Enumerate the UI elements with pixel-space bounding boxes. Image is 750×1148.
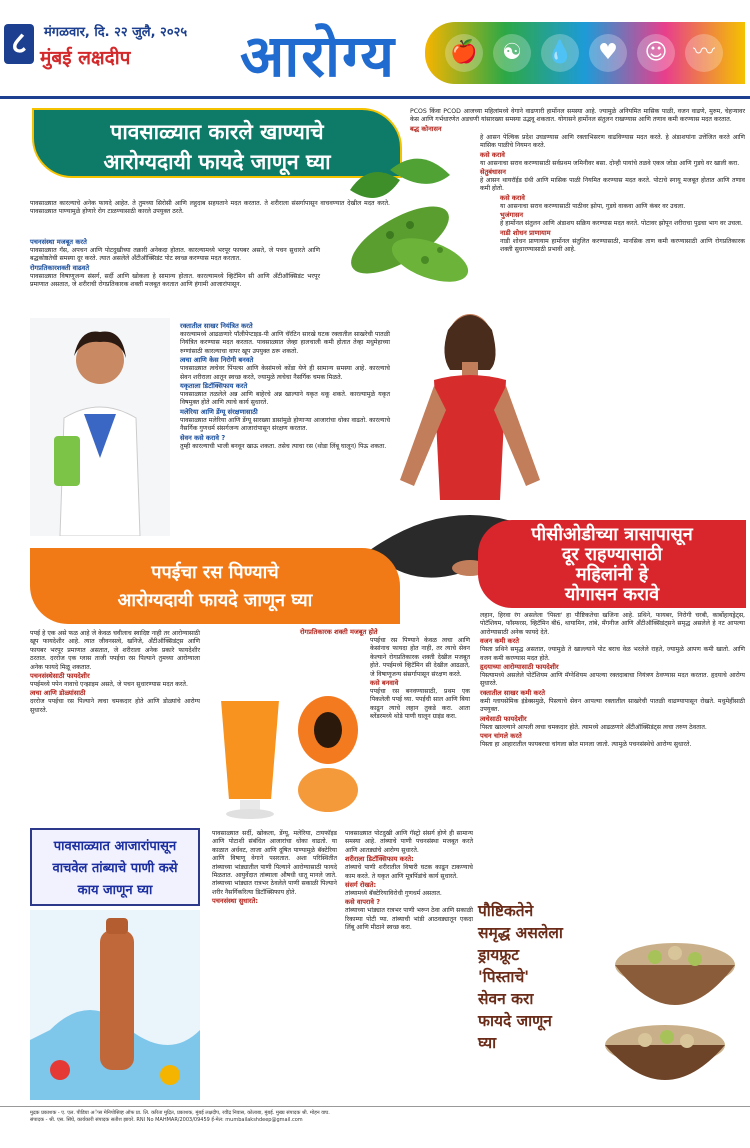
- pistachio-title-line7: घ्या: [478, 1033, 497, 1052]
- copper-sub2: शरीराला डिटॉक्सिफाय करते:: [345, 855, 414, 864]
- papaya-p1: पपई हे एक असे फळ आहे जे केवळ चवीलाच स्वादिष्ट नाही तर आरोग्यासाठी खूप फायदेशीर आहे. त्यात जीवनसत्वे, खनिजे, अँटीऑक्सिडंट्स आणि फायबर भरपूर प्रमाणात असतात, जे शरीराला अनेक प्रकारे फायदेशीर ठरतात. दररोज एक ग्लास ताजी पपईचा रस पिल्याने तुमच्या आरोग्याला अनेक फायदे मिळू शकतात.: [30, 630, 200, 671]
- yoga-banner-line3: महिलांनी हे: [575, 564, 649, 585]
- papaya-column1: [30, 630, 200, 715]
- article1-p2: पावसाळ्यात विषाणूजन्य संसर्ग, सर्दी आणि खोकला हे सामान्य होतात. कारल्यामध्ये व्हिटॅमिन सी आणि अँटीऑक्सिडंट भरपूर प्रमाणात असतात, जे शरीराची रोगप्रतिकारक शक्ती मजबूत करतात आणि हंगामी आजारांपासून.: [30, 272, 320, 289]
- papaya-sub3: रोगप्रतिकारक शक्ती मजबूत होते: [300, 628, 378, 636]
- pistachio-p3: पिस्त्यामध्ये असलेले पोटॅशियम आणि मॅग्नेशियम आपल्या रक्तदाबाचा नियंत्रण ठेवण्यास मदत करतात. हृदयाचे आरोग्य सुधारते.: [480, 672, 745, 688]
- papaya-sub1: पचनसंस्थेसाठी फायदेशीर: [30, 672, 90, 681]
- date-line: मंगळवार, दि. २२ जुलै, २०२५: [44, 25, 188, 40]
- article1-sub2: रोगप्रतिकारशक्ती वाढवते: [30, 263, 90, 272]
- woman-with-juice-image: [30, 318, 170, 536]
- papaya-p4: पपईचा रस पिण्याने केवळ त्वचा आणि केसांनाच फायदा होत नाही, तर त्याचे सेवन केल्याने रोगप्रतिकारक शक्ती देखील मजबूत होते. पपईमध्ये व्हिटॅमिन सी देखील आढळते, जे विषाणूजन्य संसर्गापासून संरक्षण करते.: [370, 637, 470, 678]
- pistachio-column: [480, 612, 745, 749]
- yoga-icon: ☯: [493, 34, 531, 72]
- papaya-p2: पपईमध्ये पपेन नावाचे एन्झाइम असते, जे पचन सुधारण्यास मदत करते.: [30, 681, 188, 689]
- article1-title-line1: पावसाळ्यात कारले खाण्याचे: [110, 120, 324, 144]
- copper-title-line1: पावसाळ्यात आजारांपासून: [53, 839, 177, 854]
- pcod-p4: या आसनाचा सराव करण्यासाठी पाठीवर झोपा, गुडघे वाकवा आणि कंबर वर उचला.: [500, 202, 686, 210]
- pcod-p5: हे हार्मोनल संतुलन आणि अंडाशय सक्रिय करण्यास मदत करते. पोटावर झोपून शरीराचा पुढचा भाग वर उचला.: [500, 220, 743, 228]
- pcod-intro: PCOS किंवा PCOD आजच्या महिलांमध्ये वेगाने वाढणारी हार्मोनल समस्या आहे. ज्यामुळे अनियमित मासिक पाळी, वजन वाढणे, मुरुम, चेहऱ्यावर केस आणि गर्भधारणेत अडचणी यांसारख्या समस्या उद्भवू शकतात. योगासने हार्मोनल संतुलन राखण्यास आणि तणाव कमी करण्यास मदत करतात.: [410, 108, 745, 124]
- footer-line1: मुद्रक प्रकाशक - ए. एल. पीडिया अॅप्स मेनिपोसिव्ह ऑफ प्रा. लि. करिता मुद्रित, प्रकाशक, मुंबई लक्षदीप, रवींद्र निवास, कोलाबा, मुंबई. मुख्य संपादक श्री. मोहन वाघ.: [30, 1110, 330, 1116]
- paper-name: मुंबई लक्षदीप: [40, 47, 131, 69]
- copper-c1: पावसाळ्यात सर्दी, खोकला, डेंग्यू, मलेरिया, टायफॉइड आणि पोटाशी संबंधित आजारांचा धोका वाढतो. या काळात अर्धवट, ताजा आणि दूषित पाण्यामुळे बॅक्टेरिया आणि विषाणू वेगाने पसरतात. अशा परिस्थितीत तांब्याच्या भांड्यातील पाणी पिल्याने आरोग्यासाठी फायदे मिळतात. आयुर्वेदात तांब्याला औषधी धातू मानले जाते. तांब्याच्या भांड्यात रात्रभर ठेवलेले पाणी सकाळी पिल्याने शरीर नैसर्गिकरित्या डिटॉक्सिफाय होते.: [212, 830, 337, 896]
- article1-p3: कारल्यामध्ये आढळणारे पॉलीपेप्टाइड-पी आणि चॅरंटिन सारखे घटक रक्तातील साखरेची पातळी नियंत्रित करण्यास मदत करतात. पावसाळ्यात जेव्हा हालचाली कमी होतात तेव्हा मधुमेहाच्या रुग्णांसाठी कारल्याचा वापर खूप उपयुक्त ठरू शकतो.: [180, 331, 390, 355]
- page-header: [0, 0, 750, 100]
- section-title: आरोग्य: [240, 22, 396, 90]
- page-number: ८: [4, 24, 34, 64]
- pistachio-p5: पिस्ता खाल्ल्याने आपली त्वचा चमकदार होते. त्यामध्ये आढळणारे अँटीऑक्सिडंट्स त्वचा तरुण ठेवतात.: [480, 723, 707, 731]
- papaya-column3: [300, 628, 470, 722]
- pcod-sub6: नाडी शोधन प्राणायाम: [500, 228, 551, 237]
- pistachio-title-line3: ड्रायफ्रूट: [478, 945, 520, 964]
- article1-lead: पावसाळ्यात कारल्याचे अनेक फायदे आहेत. ते तुमच्या सिरोसी आणि लहुदाब सहयताने मदत करतात. ते शरीराला संसर्गापासून वाचवण्यात देखील मदत करते. पावसाळ्यात पाण्यामुळे होणारे रोग टाळण्यासाठी कारले उपयुक्त ठरते.: [30, 200, 390, 216]
- pistachio-title-line1: पौष्टिकतेने: [478, 901, 534, 920]
- footer-line2: संपादक - श्री. एस. सिंघे, कार्यकारी संपादक सतीश झावरे. RNI No MAHMAR/2003/09459 ई-मेल: mumbailakshdeep@gmail.com: [30, 1117, 303, 1123]
- copper-sub1: पचनसंस्था सुधारते:: [212, 897, 259, 906]
- article1-p5: पावसाळ्यात तळलेले अन्न आणि बाहेरचे अन्न खाल्याने यकृत थकू शकते. कारल्यामुळे यकृत विषमुक्त होते आणि त्याचे कार्य सुधारते.: [180, 391, 390, 407]
- papaya-juice-image: [200, 690, 300, 820]
- article1-sub3: रक्तातील साखर नियंत्रित करते: [180, 322, 253, 330]
- article1-sub7: सेवन कसे करावे ?: [180, 433, 226, 442]
- copper-title-banner: [30, 828, 200, 906]
- pcod-sub2: कसे करावे: [480, 150, 505, 159]
- pistachio-sub4: त्वचेसाठी फायदेशीर: [480, 714, 527, 723]
- papaya-p3: दररोज पपईचा रस पिल्याने त्वचा चमकदार होते आणि डोळ्यांचे आरोग्य सुधारते.: [30, 698, 200, 714]
- pistachio-sub3: रक्तातील साखर कमी करते: [480, 688, 546, 697]
- pistachio-title-line6: फायदे जाणून: [478, 1011, 552, 1030]
- copper-column2: [345, 830, 473, 933]
- pcod-p3: हे आसन थायरॉईड ग्रंथी आणि मासिक पाळी नियमित करण्यास मदत करते. पोटाचे स्नायू मजबूत होतात आणि तणाव कमी होतो.: [480, 177, 745, 193]
- article1-sub1: पचनसंस्था मजबूत करते: [30, 238, 87, 246]
- header-rule: [0, 96, 750, 99]
- pistachio-title-line5: सेवन करा: [478, 989, 534, 1008]
- copper-c3: तांब्याचे पाणी शरीरातील विषारी घटक काढून टाकण्याचे काम करते. ते यकृत आणि मूत्रपिंडांचे कार्य सुधारते.: [345, 864, 473, 880]
- papaya-title-line1: पपईचा रस पिण्याचे: [151, 562, 279, 583]
- papaya-title-line2: आरोग्यदायी फायदे जाणून घ्या: [117, 590, 313, 611]
- pistachio-bowl-image: [605, 895, 747, 1095]
- pcod-sub5: भुजंगासन: [500, 211, 524, 220]
- papaya-sub2: त्वचा आणि डोळ्यांसाठी: [30, 689, 86, 698]
- pistachio-title-line4: 'पिस्ताचे': [478, 967, 530, 986]
- article1-sub4: त्वचा आणि केस निरोगी बनवते: [180, 356, 254, 365]
- pcod-p2: या आसनाचा सराव करण्यासाठी सर्वप्रथम जमिनीवर बसा. दोन्ही पायांचे तळवे एकत्र जोडा आणि गुडघे वर खाली करा.: [480, 159, 740, 167]
- pcod-yoga-banner: [478, 520, 746, 608]
- pistachio-sub1: वजन कमी करते: [480, 637, 520, 646]
- article1-p1: पावसाळ्यात गॅस, अपचन आणि पोटदुखीच्या तक्रारी अनेकदा होतात. कारल्यामध्ये भरपूर फायबर असते, जे पचन सुधारते आणि बद्धकोष्ठतेची समस्या दूर करते. त्यात असलेले अँटीऑक्सिडंट पोट स्वच्छ करण्यास मदत करतात.: [30, 247, 320, 263]
- copper-sub3: संसर्ग रोखते:: [345, 881, 377, 890]
- water-icon: 💧: [541, 34, 579, 72]
- article1-sub5: यकृताला डिटॉक्सिफाय करते: [180, 382, 248, 391]
- person-icon: ☺: [637, 34, 675, 72]
- copper-title-line2: वाचवेल तांब्याचे पाणी कसे: [52, 861, 178, 876]
- papaya-title-banner: [30, 548, 400, 624]
- pistachio-p4: कमी ग्लायसेमिक इंडेक्समुळे, पिस्त्याचे सेवन आपल्या रक्तातील साखरेची पातळी वाढण्यापासून रोखते. मधुमेहींसाठी उपयुक्त.: [480, 697, 745, 714]
- pcod-sub1: बद्ध कोनासन: [410, 124, 442, 133]
- copper-c2: पावसाळ्यात पोटदुखी आणि गॅस्ट्रो संसर्ग होणे ही सामान्य समस्या आहे. तांब्याचे पाणी पचनसंस्था मजबूत करते आणि आतड्यांचे आरोग्य सुधारते.: [345, 830, 473, 854]
- pcod-p6: नाडी शोधन प्राणायाम हार्मोनल संतुलित करण्यासाठी, मानसिक ताण कमी करण्यासाठी आणि रोगप्रतिकारक शक्ती सुधारण्यासाठी प्रभावी आहे.: [500, 237, 745, 254]
- copper-c4: तांब्यामध्ये बॅक्टेरियाविरोधी गुणधर्म असतात.: [345, 890, 442, 898]
- yoga-banner-line2: दूर राहण्यासाठी: [561, 544, 663, 565]
- papaya-sub4: कसे बनवावे: [370, 679, 399, 688]
- pcod-sub3: सेतुबंधासन: [480, 168, 506, 177]
- article1-p7: तुम्ही कारल्याची भाजी बनवून खाऊ शकता. तसेच त्याचा रस (थोडा लिंबू घालून) पिऊ शकता.: [180, 442, 387, 450]
- article1-sub6: मलेरिया आणि डेंग्यू संरक्षणासाठी: [180, 407, 258, 416]
- pistachio-sub2: हृदयाच्या आरोग्यासाठी फायदेशीर: [480, 663, 559, 672]
- pcod-sub4: कसे करावे: [500, 193, 525, 202]
- copper-column1: [212, 830, 337, 906]
- yoga-banner-line4: योगासन करावे: [564, 584, 660, 605]
- yoga-banner-line1: पीसीओडीच्या त्रासापासून: [531, 524, 693, 545]
- pistachio-title-line2: समृद्ध असलेला: [478, 923, 563, 942]
- copper-sub4: कसे वापरावे ?: [345, 898, 381, 907]
- fruit-icon: 🍎: [445, 34, 483, 72]
- copper-title-line3: काय जाणून घ्या: [77, 883, 153, 898]
- pcod-p1: हे आसन पेल्विक प्रदेश उघडण्यास आणि रक्ताभिसरण वाढविण्यास मदत करते. हे अंडाशयांना उत्तेजित करते आणि मासिक पाळीचे नियमन करते.: [480, 133, 745, 150]
- article1-p6: पावसाळ्यात मलेरिया आणि डेंग्यू सारख्या डासांमुळे होणाऱ्या आजारांचा धोका वाढतो. कारल्याचे नैसर्गिक गुणधर्म संसर्गजन्य आजारांपासून संरक्षण करतात.: [180, 416, 390, 433]
- heart-icon: ♥: [589, 34, 627, 72]
- article1-p4: पावसाळ्यात त्वचेवर पिंपल्स आणि केसांमध्ये कोंडा येणे ही सामान्य समस्या आहे. कारल्याचे सेवन शरीराला आतून स्वच्छ करते, ज्यामुळे त्वचेचा नैसर्गिक चमक मिळते.: [180, 365, 390, 381]
- copper-bottle-image: [30, 910, 200, 1100]
- pulse-icon: 〰: [685, 34, 723, 72]
- copper-c5: तांब्याच्या भांड्यात रात्रभर पाणी भरून ठेवा आणि सकाळी रिकाम्या पोटी प्या. तांब्याची भांडी आठवड्यातून एकदा लिंबू आणि मीठाने स्वच्छ करा.: [345, 907, 473, 932]
- article1-title-line2: आरोग्यदायी फायदे जाणून घ्या: [103, 150, 331, 174]
- papaya-p5: पपईचा रस बनवण्यासाठी, प्रथम एक पिकलेली पपई घ्या. पपईची साल आणि बिया काढून त्याचे लहान तुकडे करा. आता ब्लेंडरमध्ये थोडे पाणी घालून ग्राइंड करा.: [370, 688, 470, 721]
- article1-section-1: [30, 238, 320, 290]
- pistachio-p2: पिस्ता प्रथिने समृद्ध असतात, ज्यामुळे ते खाल्ल्याने पोट बराच वेळ भरलेले राहते, ज्यामुळे आपण कमी खातो. आणि वजन कमी करण्यास मदत होते.: [480, 646, 745, 662]
- pistachio-sub5: पचन चांगले करते: [480, 732, 522, 741]
- pcod-yoga-article-text: [410, 108, 745, 254]
- imprint-footer: [0, 1106, 750, 1148]
- health-icon-strip: [425, 22, 745, 84]
- pistachio-p6: पिस्ता हा आहारातील फायबरचा चांगला स्रोत मानला जातो. त्यामुळे पचनसंस्थेचे आरोग्य सुधारते.: [480, 741, 692, 749]
- pistachio-p1: लहान, हिरवा रंग असलेला 'पिस्ता' हा पौष्टिकतेचा खजिना आहे. प्रथिने, फायबर, निरोगी चरबी, कार्बोहायड्रेट्स, पोटॅशियम, फॉस्फरस, व्हिटॅमिन बी6, थायामिन, तांबे, मॅंगनीज आणि अँटीऑक्सिडंट्सने समृद्ध असलेले हे नट आपल्या आरोग्यासाठी अनेक फायदे देते.: [480, 612, 745, 636]
